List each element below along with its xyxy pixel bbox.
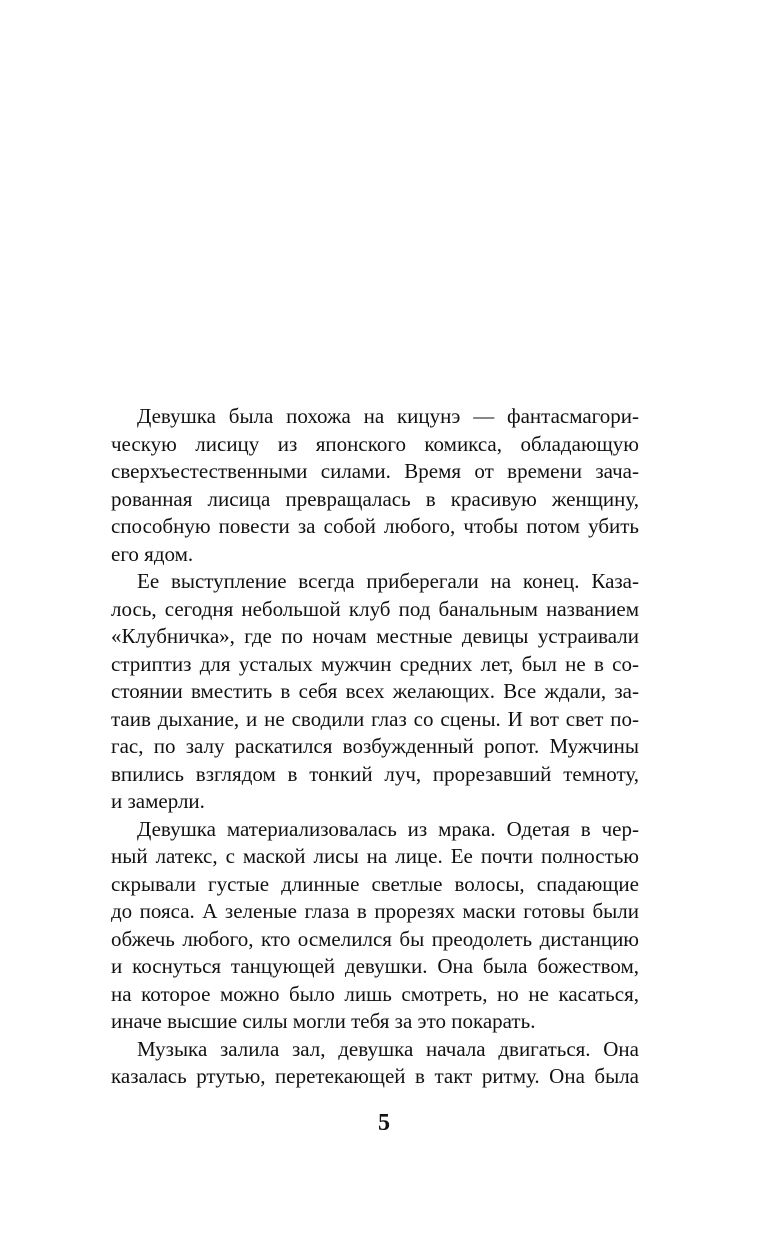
text-line: Девушка материализовалась из мрака. Одетая в чер-: [137, 816, 639, 841]
text-line: и замерли.: [111, 789, 205, 813]
text-line: Ее выступление всегда приберегали на конец. Каза-: [137, 569, 639, 593]
text-line: лось, сегодня небольшой клуб под банальным названием: [111, 596, 639, 621]
text-line: таив дыхание, и не сводили глаз со сцены. И вот свет по-: [111, 706, 639, 731]
text-line: скрывали густые длинные светлые волосы, спадающие: [111, 871, 639, 896]
text-line: стриптиз для усталых мужчин средних лет, был не в со-: [111, 651, 639, 676]
paragraph-4: [111, 1036, 639, 1091]
text-line: казалась ртутью, перетекающей в такт ритму. Она была: [111, 1064, 639, 1088]
text-line: его ядом.: [111, 541, 194, 566]
text-line: иначе высшие силы могли тебя за это покарать.: [111, 1009, 536, 1033]
text-line: Музыка залила зал, девушка начала двигаться. Она: [137, 1036, 639, 1061]
text-line: и коснуться танцующей девушки. Она была божеством,: [111, 954, 639, 978]
body-text: [111, 403, 639, 1091]
text-line: Девушка была похожа на кицунэ — фантасмагори-: [137, 404, 639, 428]
text-line: сверхъестественными силами. Время от времени зача-: [111, 459, 639, 483]
page-number: 5: [378, 1110, 390, 1136]
text-line: обжечь любого, кто осмелился бы преодолеть дистанцию: [111, 926, 639, 951]
text-line: до пояса. А зеленые глаза в прорезях маски готовы были: [111, 899, 639, 923]
paragraph-2: [111, 568, 639, 816]
text-line: ный латекс, с маской лисы на лице. Ее почти полностью: [111, 844, 639, 868]
text-line: на которое можно было лишь смотреть, но не касаться,: [111, 981, 639, 1006]
text-line: «Клубничка», где по ночам местные девицы устраивали: [111, 624, 639, 648]
paragraph-1: [111, 403, 639, 568]
text-line: стоянии вместить в себя всех желающих. Все ждали, за-: [111, 679, 639, 703]
paragraph-3: [111, 816, 639, 1036]
text-line: ческую лисицу из японского комикса, обладающую: [111, 431, 639, 456]
text-line: впились взглядом в тонкий луч, прорезавший темноту,: [111, 761, 639, 786]
text-line: рованная лисица превращалась в красивую женщину,: [111, 486, 639, 511]
text-line: способную повести за собой любого, чтобы потом убить: [111, 514, 639, 538]
text-line: гас, по залу раскатился возбужденный ропот. Мужчины: [111, 734, 639, 758]
